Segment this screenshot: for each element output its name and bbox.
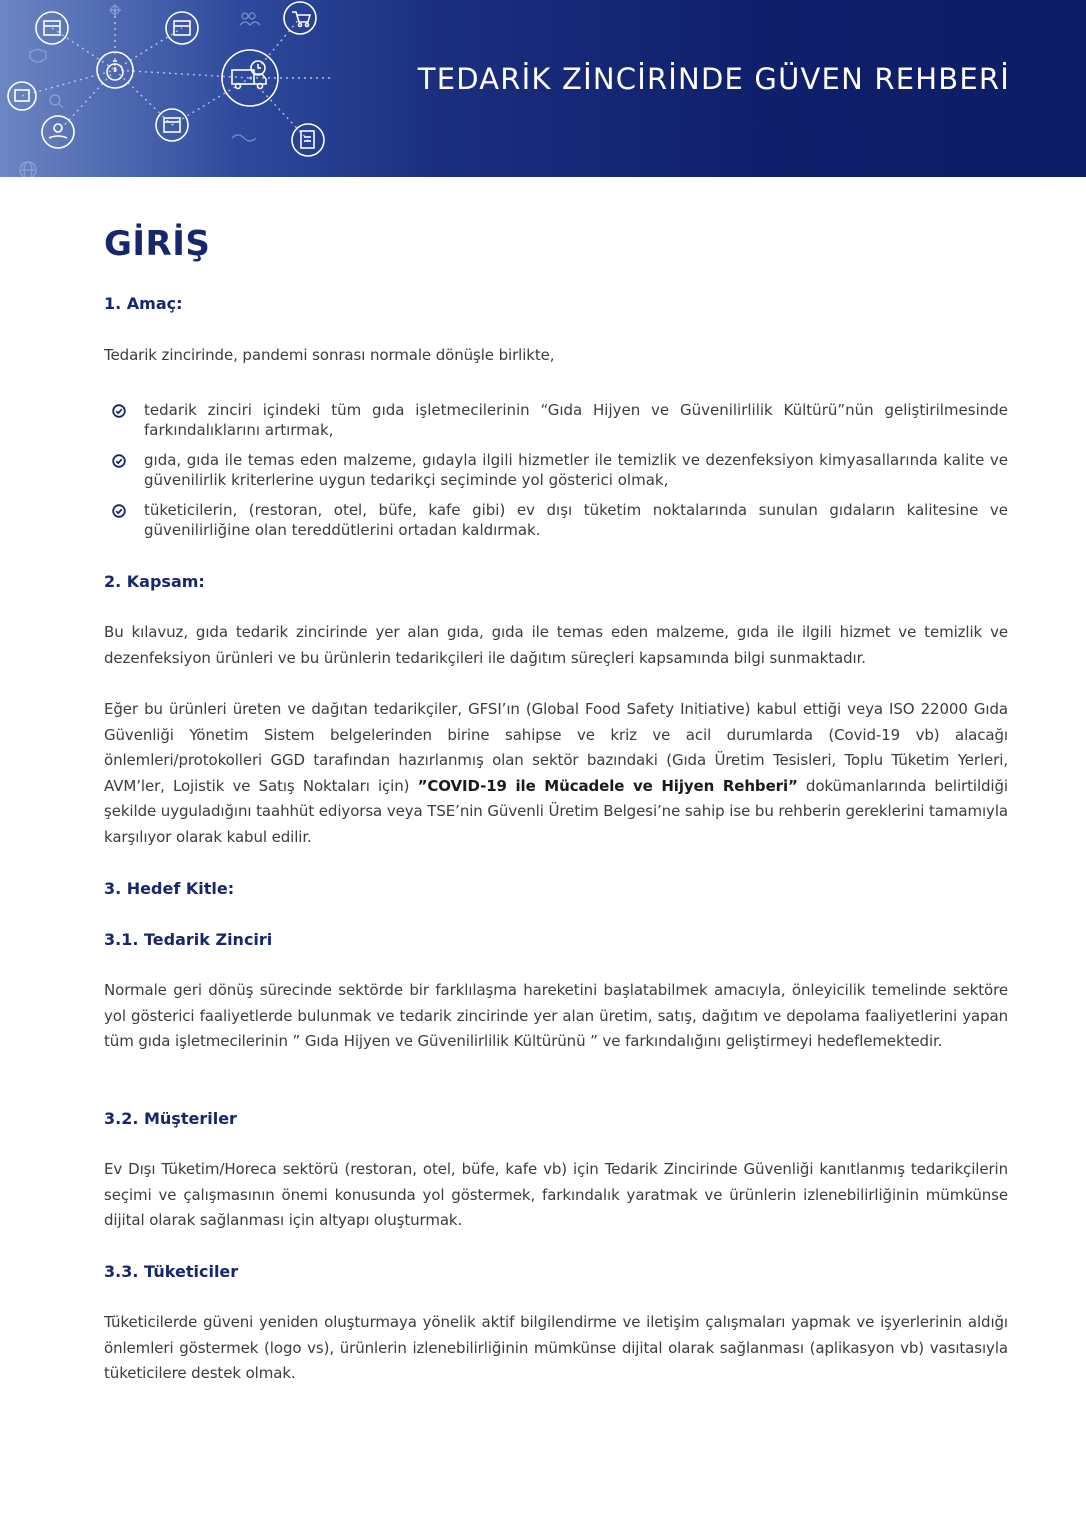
shield-icon — [30, 49, 46, 62]
section-heading-kapsam: 2. Kapsam: — [104, 572, 205, 591]
bullet-text: gıda, gıda ile temas eden malzeme, gıdayla ilgili hizmetler ile temizlik ve dezenfeksiyon kimyasallarında kalite ve güvenilirlik kriterlerine uygun tedarikçi seçiminde yol gösterici olmak, — [144, 451, 1008, 489]
bullet-text: tüketicilerin, (restoran, otel, büfe, kafe gibi) ev dışı tüketim noktalarında sunulan gıdaların kalitesine ve güvenilirliğine olan tereddütlerini ortadan kaldırmak. — [144, 501, 1008, 539]
globe-icon — [20, 162, 36, 177]
page-title: GİRİŞ — [104, 224, 211, 264]
musteriler-paragraph: Ev Dışı Tüketim/Horeca sektörü (restoran, otel, büfe, kafe vb) için Tedarik Zincirinde Güvenliği kanıtlanmış tedarikçilerin seçimi ve çalışmasının önemi konusunda yol göstermek, farkındalık yaratmak ve ürünlerin izlenebilirliğinin mümkünse dijital olarak sağlanması için altyapı oluşturmak. — [104, 1160, 1008, 1230]
kapsam-text-part: Eğer bu ürünleri üreten ve dağıtan tedarikçiler, GFSI’ın (Global Food Safety Initiative) kabul ettiği veya ISO 22000 Gıda Güvenliği Yönetim Sistem belgelerinden birine sahipse ve kriz ve acil durumlarda (Covid-19 vb) alacağı önlemleri/protokolleri GGD tarafından hazırlanmış olan sektör bazındaki (Gıda Üretim Tesisleri, Toplu Tüketim Yerleri, AVM’ler, Lojistik ve Satış Noktaları için) — [104, 700, 1008, 795]
tedarik-zinciri-paragraph: Normale geri dönüş sürecinde sektörde bir farklılaşma hareketini başlatabilmek amacıyla, önleyicilik temelinde sektöre yol gösterici faaliyetlerde bulunmak ve tedarik zincirinde yer alan üretim, satış, dağıtım ve depolama faaliyetlerini yapan tüm gıda işletmecilerinin ” Gıda Hijyen ve Güvenilirlilik Kültürünü ” ve farkındalığını geliştirmeyi hedeflemektedir. — [104, 981, 1008, 1051]
handshake-icon — [232, 135, 256, 141]
section-heading-hedef-kitle: 3. Hedef Kitle: — [104, 879, 235, 898]
subheading-tuketiciler: 3.3. Tüketiciler — [104, 1262, 239, 1281]
subheading-tedarik-zinciri: 3.1. Tedarik Zinciri — [104, 930, 273, 949]
network-node-icon — [109, 4, 121, 16]
amac-intro: Tedarik zincirinde, pandemi sonrası normale dönüşle birlikte, — [104, 346, 555, 364]
list-item — [104, 401, 1008, 440]
list-item — [104, 451, 1008, 490]
search-icon — [50, 95, 63, 108]
document-title: TEDARİK ZİNCİRİNDE GÜVEN REHBERİ — [417, 62, 1010, 96]
bullet-text: tedarik zinciri içindeki tüm gıda işletmecilerinin “Gıda Hijyen ve Güvenilirlilik Kültürü”nün geliştirilmesinde farkındalıklarını artırmak, — [144, 401, 1008, 439]
check-circle-icon — [112, 404, 126, 418]
tuketiciler-paragraph: Tüketicilerde güveni yeniden oluşturmaya yönelik aktif bilgilendirme ve iletişim çalışmaları yapmak ve işyerlerinin aldığı önlemleri göstermek (logo vs), ürünlerin izlenebilirliğinin mümkünse dijital olarak sağlanması (aplikasyon vb) vasıtasıyla tüketicilere destek olmak. — [104, 1313, 1008, 1383]
section-heading-amac: 1. Amaç: — [104, 294, 183, 313]
kapsam-text-part: dokümanlarında belirtildiği şekilde uyguladığını taahhüt ediyorsa veya TSE’nin Güvenli Üretim Belgesi’ne sahip ise bu rehberin gereklerini tamamıyla karşılıyor olarak kabul edilir. — [104, 776, 1008, 846]
supply-chain-network-graphic — [0, 0, 340, 177]
list-item — [104, 501, 1008, 540]
money-hand-icon — [42, 116, 74, 148]
header-banner — [0, 0, 1086, 177]
kapsam-paragraph-2 — [104, 697, 1008, 851]
amac-bullet-list — [104, 401, 1008, 551]
users-icon — [240, 13, 260, 25]
stopwatch-icon — [97, 52, 133, 88]
check-circle-icon — [112, 504, 126, 518]
subheading-musteriler: 3.2. Müşteriler — [104, 1109, 237, 1128]
check-circle-icon — [112, 454, 126, 468]
rehber-title-bold: ”COVID-19 ile Mücadele ve Hijyen Rehberi” — [417, 776, 798, 795]
kapsam-paragraph-1: Bu kılavuz, gıda tedarik zincirinde yer alan gıda, gıda ile temas eden malzeme, gıda ile ilgili hizmet ve temizlik ve dezenfeksiyon ürünleri ve bu ürünlerin tedarikçileri ile dağıtım süreçleri kapsamında bilgi sunmaktadır. — [104, 623, 1008, 667]
